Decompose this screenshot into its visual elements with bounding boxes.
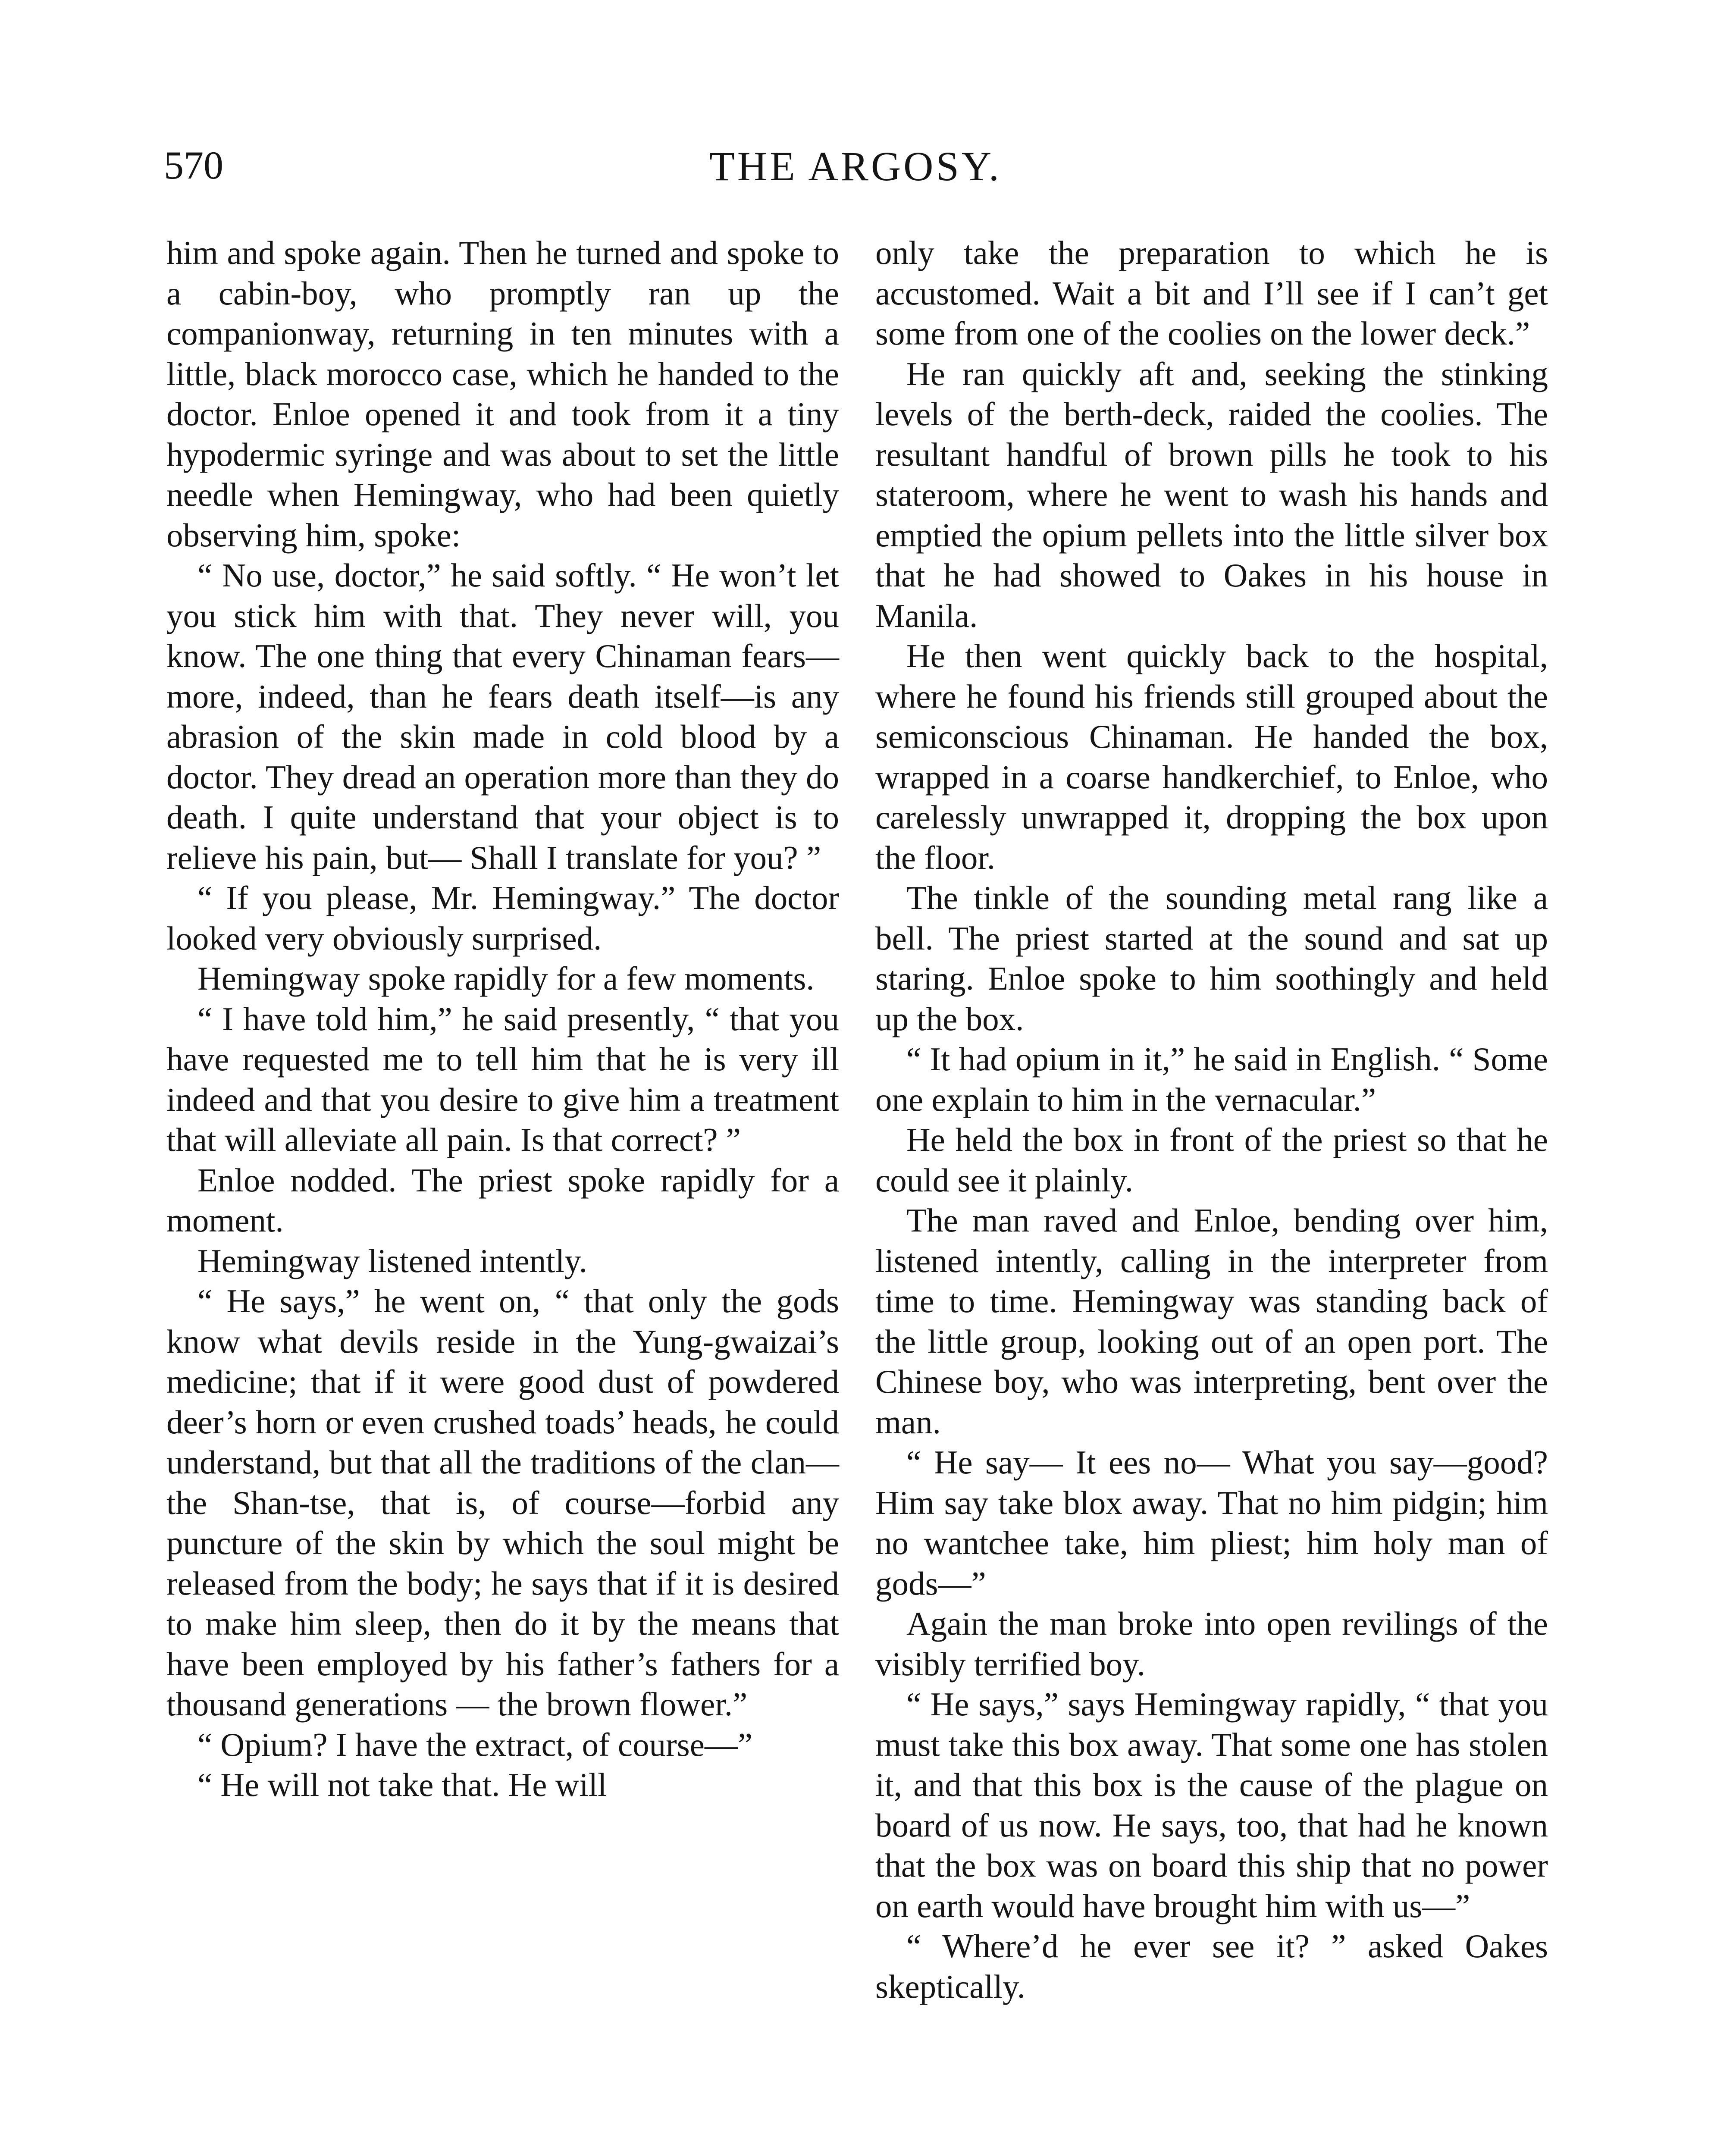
paragraph: He ran quickly aft and, seeking the stinking levels of the berth-deck, raided the coolies. The resultant handful of brown pills he took to his stateroom, where he went to wash his hands and emptied the opium pellets into the little silver box that he had showed to Oakes in his house in Manila.	[875, 355, 1548, 634]
page-number: 570	[164, 143, 223, 187]
paragraph: only take the preparation to which he is accustomed. Wait a bit and I’ll see if I can’t get some from one of the coolies on the lower deck.”	[875, 234, 1548, 352]
running-title: THE ARGOSY.	[709, 143, 1002, 189]
right-column	[875, 233, 1548, 2007]
paragraph: “ He will not take that. He will	[197, 1766, 607, 1803]
paragraph: The man raved and Enloe, bending over him, listened intently, calling in the interpreter from time to time. Hemingway was standing back of the little group, looking out of an open port. The Chinese boy, who was interpreting, bent over the man.	[875, 1202, 1548, 1441]
paragraph: He then went quickly back to the hospital, where he found his friends still grouped about the semiconscious Chinaman. He handed the box, wrapped in a coarse handkerchief, to Enloe, who carelessly unwrapped it, dropping the box upon the floor.	[875, 637, 1548, 876]
paragraph: “ It had opium in it,” he said in English. “ Some one explain to him in the vernacular.”	[875, 1040, 1548, 1118]
paragraph: “ I have told him,” he said presently, “ that you have requested me to tell him that he is very ill indeed and that you desire to give him a treatment that will alleviate all pain. Is that correct? ”	[166, 1000, 839, 1158]
paragraph: Hemingway listened intently.	[197, 1242, 587, 1279]
left-column	[166, 233, 839, 1805]
paragraph: “ If you please, Mr. Hemingway.” The doctor looked very obviously surprised.	[166, 879, 839, 957]
paragraph: him and spoke again. Then he turned and spoke to a cabin-boy, who promptly ran up the companionway, returning in ten minutes with a little, black morocco case, which he handed to the doctor. Enloe opened it and took from it a tiny hypodermic syringe and was about to set the little needle when Hemingway, who had been quietly observing him, spoke:	[166, 234, 839, 554]
paragraph: Again the man broke into open revilings of the visibly terrified boy.	[875, 1605, 1548, 1683]
paragraph: “ Opium? I have the extract, of course—”	[197, 1726, 753, 1763]
paragraph: “ He says,” says Hemingway rapidly, “ that you must take this box away. That some one has stolen it, and that this box is the cause of the plague on board of us now. He says, too, that had he known that the box was on board this ship that no power on earth would have brought him with us—”	[875, 1686, 1548, 1924]
paragraph: Enloe nodded. The priest spoke rapidly for a moment.	[166, 1161, 839, 1239]
paragraph: He held the box in front of the priest so that he could see it plainly.	[875, 1121, 1548, 1199]
paragraph: “ No use, doctor,” he said softly. “ He won’t let you stick him with that. They never will, you know. The one thing that every Chinaman fears—more, indeed, than he fears death itself—is any abrasion of the skin made in cold blood by a doctor. They dread an operation more than they do death. I quite understand that your object is to relieve his pain, but— Shall I translate for you? ”	[166, 557, 839, 876]
paragraph: The tinkle of the sounding metal rang like a bell. The priest started at the sound and sat up staring. Enloe spoke to him soothingly and held up the box.	[875, 879, 1548, 1037]
paragraph: “ Where’d he ever see it? ” asked Oakes skeptically.	[875, 1927, 1548, 2005]
paragraph: “ He says,” he went on, “ that only the gods know what devils reside in the Yung-gwaizai’s medicine; that if it were good dust of powdered deer’s horn or even crushed toads’ heads, he could understand, but that all the traditions of the clan—the Shan-tse, that is, of course—forbid any puncture of the skin by which the soul might be released from the body; he says that if it is desired to make him sleep, then do it by the means that have been employed by his father’s fathers for a thousand generations — the brown flower.”	[166, 1282, 839, 1723]
page-header	[164, 142, 1547, 203]
paragraph: “ He say— It ees no— What you say—good? Him say take blox away. That no him pidgin; him no wantchee take, him pliest; him holy man of gods—”	[875, 1444, 1548, 1602]
paragraph: Hemingway spoke rapidly for a few moments.	[197, 960, 815, 997]
